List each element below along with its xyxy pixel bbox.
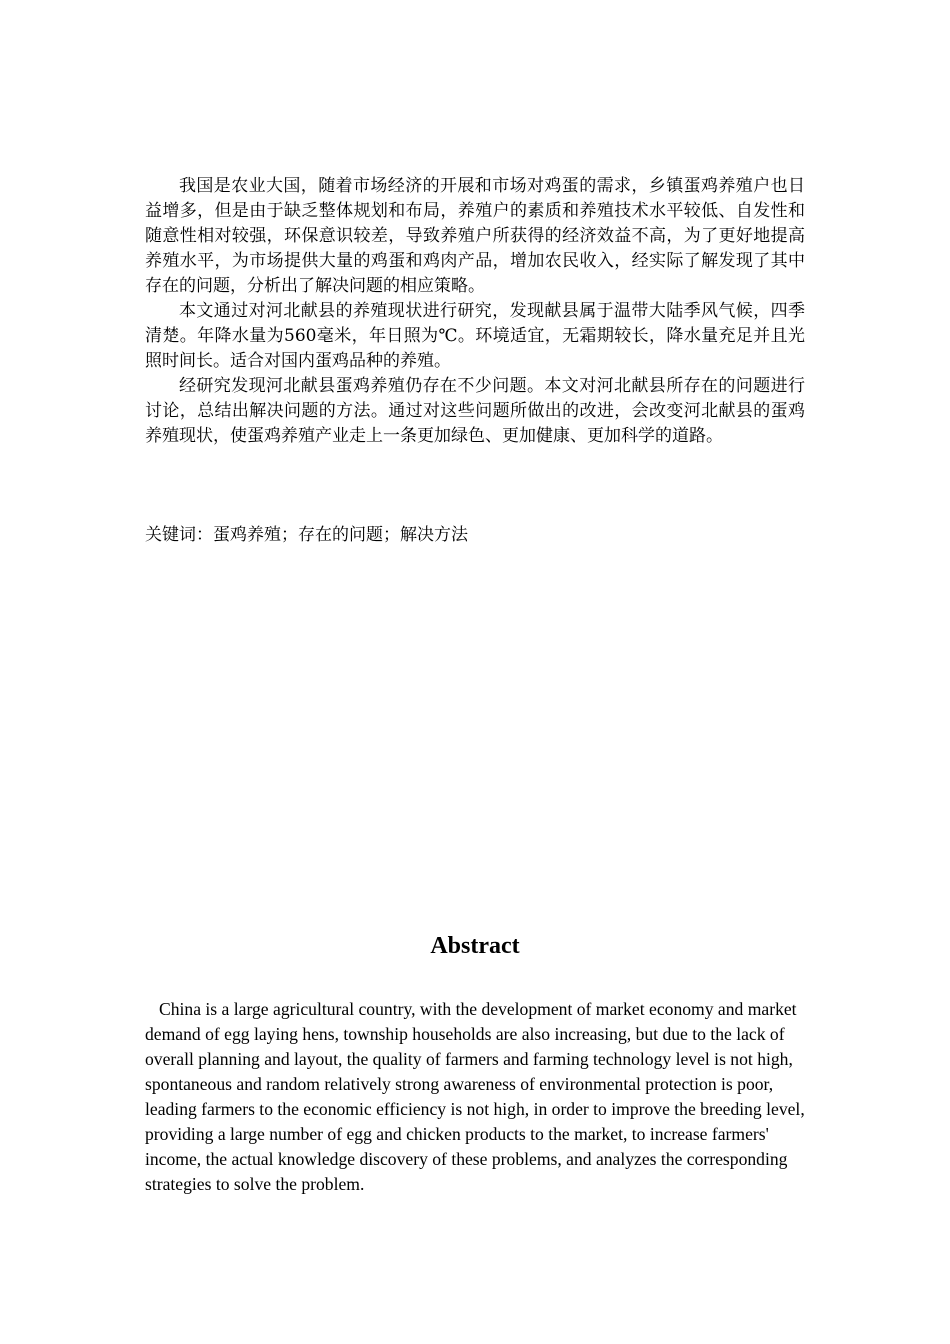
chinese-abstract: [145, 174, 805, 449]
keywords-line: [145, 523, 805, 548]
english-abstract-body: China is a large agricultural country, with the development of market economy and market demand of egg laying hens, township households are also increasing, but due to the lack of overall planning and layout, the quality of farmers and farming technology level is not high, spontaneous and random relatively strong awareness of environmental protection is poor, leading farmers to the economic efficiency is not high, in order to improve the breeding level, providing a large number of egg and chicken products to the market, to increase farmers' income, the actual knowledge discovery of these problems, and analyzes the corresponding strategies to solve the problem.: [145, 999, 805, 1194]
keywords-label: 关键词：: [145, 525, 213, 545]
abstract-paragraph-1: 我国是农业大国，随着市场经济的开展和市场对鸡蛋的需求，乡镇蛋鸡养殖户也日益增多，但是由于缺乏整体规划和布局，养殖户的素质和养殖技术水平较低、自发性和随意性相对较强，环保意识较差，导致养殖户所获得的经济效益不高，为了更好地提高养殖水平，为市场提供大量的鸡蛋和鸡肉产品，增加农民收入，经实际了解发现了其中存在的问题，分析出了解决问题的相应策略。: [145, 176, 805, 296]
keywords-text: 蛋鸡养殖；存在的问题；解决方法: [213, 525, 468, 545]
abstract-title: Abstract: [430, 933, 520, 959]
abstract-paragraph-3: 经研究发现河北献县蛋鸡养殖仍存在不少问题。本文对河北献县所存在的问题进行讨论，总结出解决问题的方法。通过对这些问题所做出的改进，会改变河北献县的蛋鸡养殖现状，使蛋鸡养殖产业走上一条更加绿色、更加健康、更加科学的道路。: [145, 376, 805, 446]
abstract-paragraph-2: 本文通过对河北献县的养殖现状进行研究，发现献县属于温带大陆季风气候，四季清楚。年降水量为560毫米，年日照为℃。环境适宜，无霜期较长，降水量充足并且光照时间长。适合对国内蛋鸡品种的养殖。: [145, 301, 805, 371]
